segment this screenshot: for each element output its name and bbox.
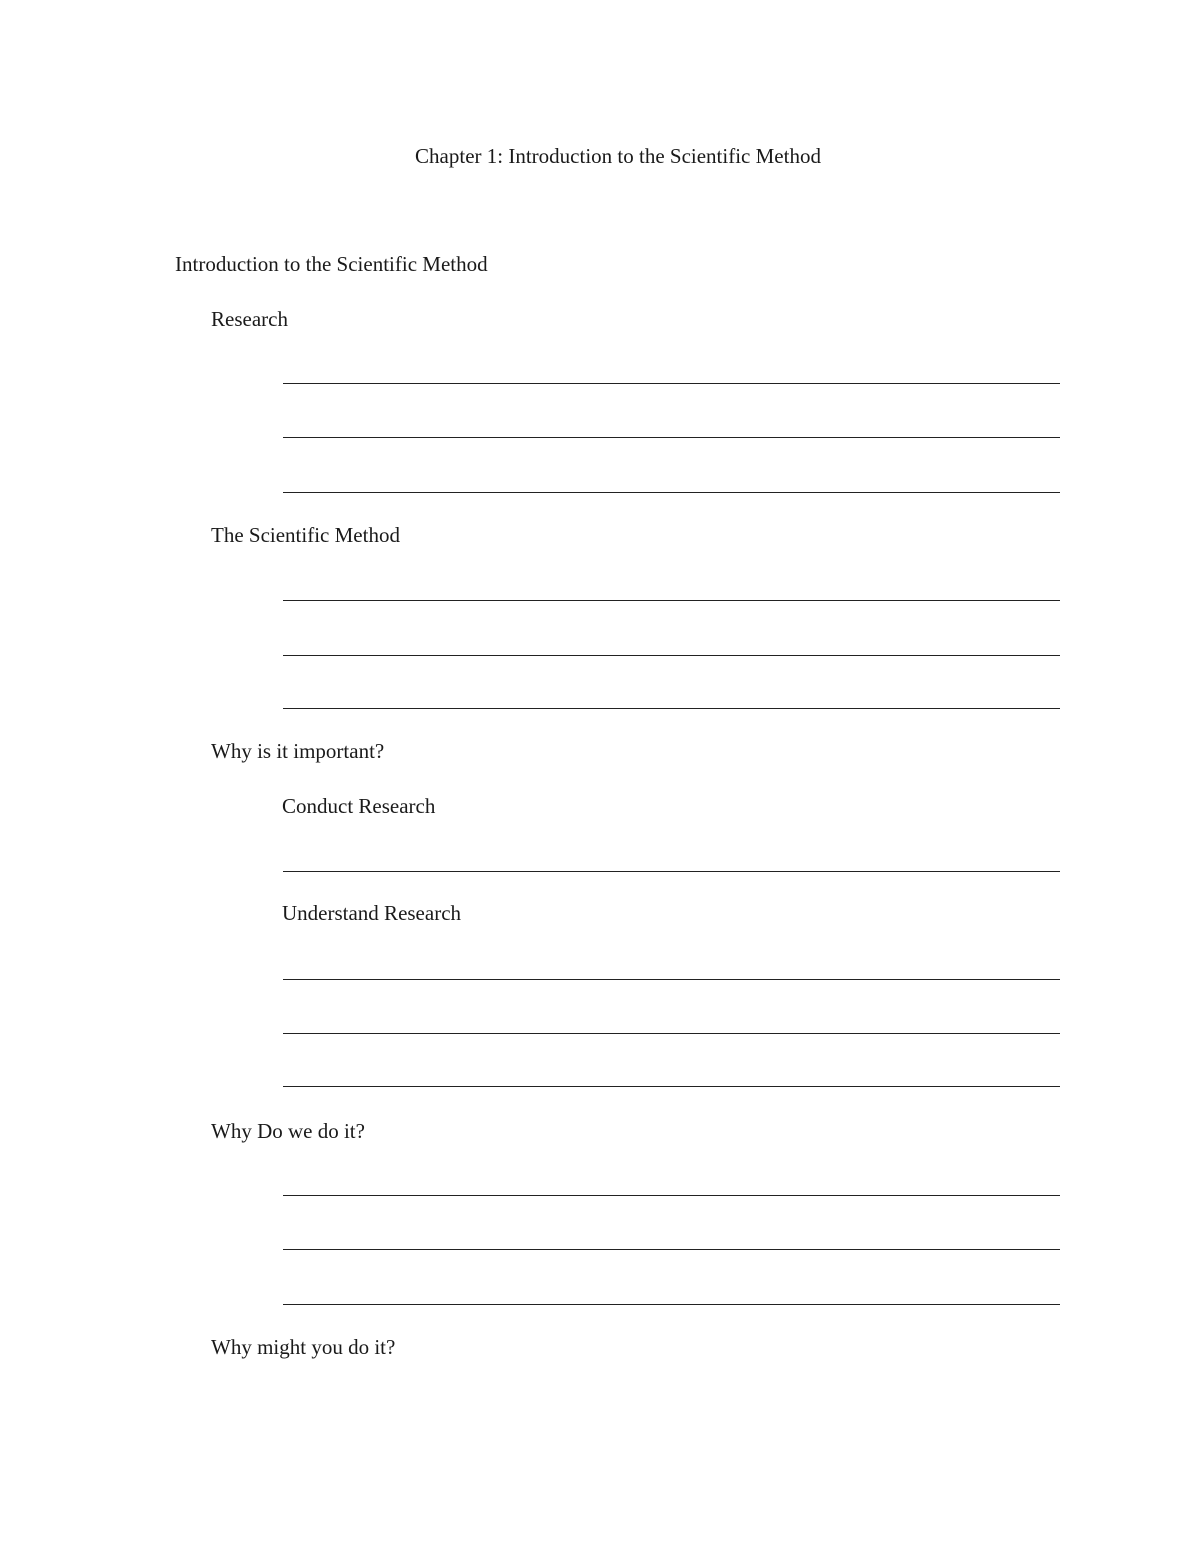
understand-research-answer-line-1 — [283, 979, 1060, 980]
why-do-we-answer-line-2 — [283, 1249, 1060, 1250]
understand-research-answer-line-3 — [283, 1086, 1060, 1087]
conduct-research-answer-line — [283, 871, 1060, 872]
scientific-method-answer-line-2 — [283, 655, 1060, 656]
understand-research-label: Understand Research — [282, 901, 462, 925]
why-do-we-label: Why Do we do it? — [211, 1119, 365, 1143]
why-important-label: Why is it important? — [211, 739, 385, 763]
scientific-method-label: The Scientific Method — [211, 523, 400, 547]
understand-research-answer-line-2 — [283, 1033, 1060, 1034]
chapter-title: Chapter 1: Introduction to the Scientific Method — [415, 144, 821, 168]
research-label: Research — [211, 307, 288, 331]
section-heading: Introduction to the Scientific Method — [175, 252, 488, 276]
why-do-we-answer-line-3 — [283, 1304, 1060, 1305]
why-do-we-answer-line-1 — [283, 1195, 1060, 1196]
conduct-research-label: Conduct Research — [282, 794, 436, 818]
research-answer-line-3 — [283, 492, 1060, 493]
research-answer-line-1 — [283, 383, 1060, 384]
scientific-method-answer-line-3 — [283, 708, 1060, 709]
research-answer-line-2 — [283, 437, 1060, 438]
scientific-method-answer-line-1 — [283, 600, 1060, 601]
why-might-you-label: Why might you do it? — [211, 1335, 396, 1359]
